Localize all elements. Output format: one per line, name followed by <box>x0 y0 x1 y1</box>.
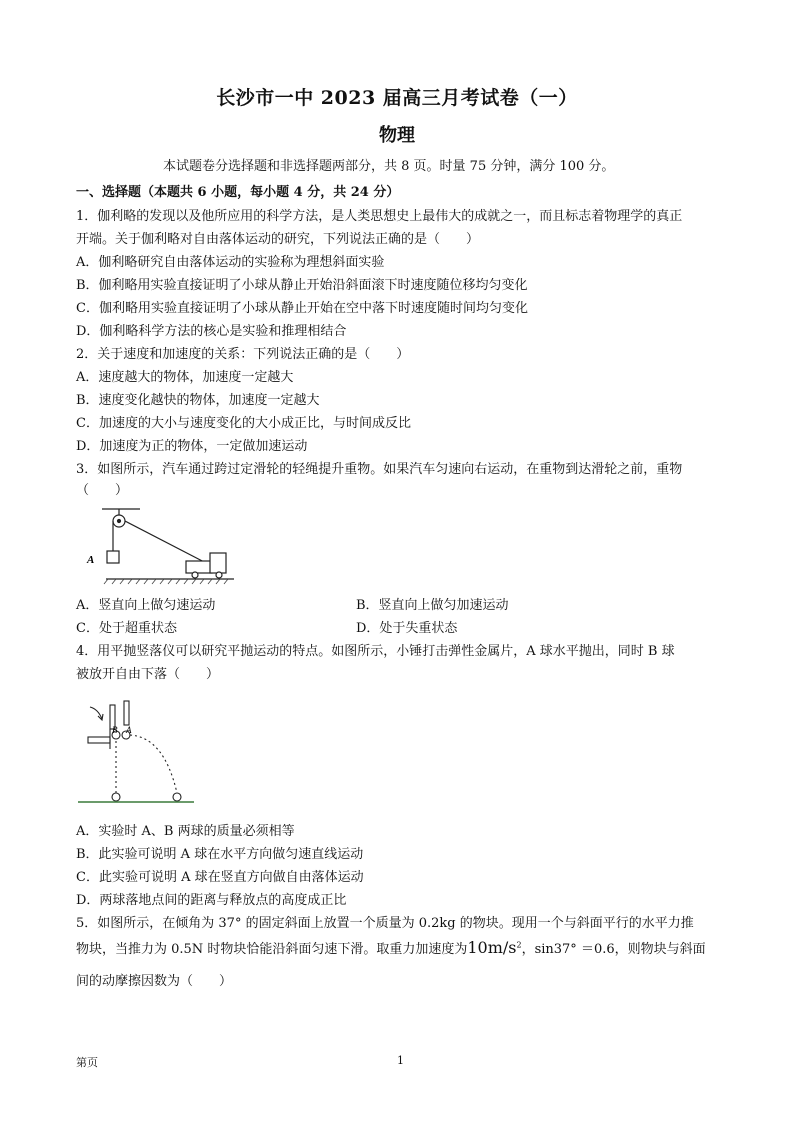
rope-slanted <box>125 521 210 565</box>
q4-option-b: B．此实验可说明 A 球在水平方向做匀速直线运动 <box>76 847 364 862</box>
q2-option-b: B．速度变化越快的物体，加速度一定越大 <box>76 393 320 408</box>
q2-stem: 2．关于速度和加速度的关系：下列说法正确的是（ ） <box>76 347 410 362</box>
truck-cab-icon <box>210 553 226 573</box>
q5-stem-line1: 5．如图所示，在倾角为 37° 的固定斜面上放置一个质量为 0.2kg 的物块。现用一个与斜面平行的水平力推 <box>76 916 694 931</box>
q3-option-a: A．竖直向上做匀速运动 <box>76 598 216 613</box>
q5-stem-line2-a: 物块，当推力为 0.5N 时物块恰能沿斜面匀速下滑。取重力加速度为 <box>76 942 468 957</box>
section-heading: 一、选择题（本题共 6 小题，每小题 4 分，共 24 分） <box>76 185 400 200</box>
subject-title: 物理 <box>379 125 415 146</box>
q1-stem-line2: 开端。关于伽利略对自由落体运动的研究，下列说法正确的是（ ） <box>76 232 480 247</box>
q2-option-a: A．速度越大的物体，加速度一定越大 <box>76 370 294 385</box>
truck-body-icon <box>186 561 212 573</box>
q1-option-d: D．伽利略科学方法的核心是实验和推理相结合 <box>76 324 347 339</box>
q2-option-d: D．加速度为正的物体，一定做加速运动 <box>76 439 308 454</box>
ball-b-landing-icon <box>112 793 120 801</box>
ball-a-path <box>130 735 177 793</box>
ball-a-landing-icon <box>173 793 181 801</box>
q5-exponent: 2 <box>516 940 522 950</box>
q3-stem-line2: （ ） <box>76 483 129 498</box>
q5-acceleration: 10m/s <box>467 938 517 957</box>
q2-option-c: C．加速度的大小与速度变化的大小成正比，与时间成反比 <box>76 416 411 431</box>
q3-option-d: D．处于失重状态 <box>356 621 458 636</box>
q5-stem-line3: 间的动摩擦因数为（ ） <box>76 974 233 989</box>
q1-option-b: B．伽利略用实验直接证明了小球从静止开始沿斜面滚下时速度随位移均匀变化 <box>76 278 528 293</box>
q4-option-d: D．两球落地点间的距离与释放点的高度成正比 <box>76 893 347 908</box>
footer-page-number: 1 <box>397 1054 404 1067</box>
base-bracket-icon <box>88 737 110 743</box>
q4-stem-line1: 4．用平抛竖落仪可以研究平抛运动的特点。如图所示，小锤打击弹性金属片，A 球水平抛出，同时 B 球 <box>76 644 675 659</box>
block-icon <box>107 551 119 563</box>
q5-stem-line2 <box>76 938 706 957</box>
figure-label-a: A <box>87 554 95 566</box>
figure-label-b: B <box>112 725 118 735</box>
hammer-arrow <box>90 707 102 719</box>
exam-intro: 本试题卷分选择题和非选择题两部分，共 8 页。时量 75 分钟，满分 100 分。 <box>163 159 615 174</box>
hammer-icon <box>124 701 129 725</box>
projectile-apparatus-figure <box>76 693 196 811</box>
q5-stem-line2-b: ，sin37° ＝0.6，则物块与斜面 <box>521 942 706 957</box>
truck-wheel-icon <box>192 572 198 578</box>
q1-option-a: A．伽利略研究自由落体运动的实验称为理想斜面实验 <box>76 255 385 270</box>
q1-stem-line1: 1．伽利略的发现以及他所应用的科学方法，是人类思想史上最伟大的成就之一，而且标志着物理学的真正 <box>76 209 683 224</box>
q1-option-c: C．伽利略用实验直接证明了小球从静止开始在空中落下时速度随时间均匀变化 <box>76 301 528 316</box>
footer-label: 第页 <box>76 1056 98 1069</box>
truck-wheel-icon <box>216 572 222 578</box>
pulley-truck-figure <box>82 503 242 585</box>
q4-stem-line2: 被放开自由下落（ ） <box>76 667 220 682</box>
exam-title: 长沙市一中 2023 届高三月考试卷（一） <box>216 87 578 109</box>
q4-option-a: A．实验时 A、B 两球的质量必须相等 <box>76 824 295 839</box>
q3-option-c: C．处于超重状态 <box>76 621 177 636</box>
figure-label-a: A <box>126 725 132 735</box>
q4-option-c: C．此实验可说明 A 球在竖直方向做自由落体运动 <box>76 870 364 885</box>
q3-option-b: B．竖直向上做匀加速运动 <box>356 598 509 613</box>
q3-stem-line1: 3．如图所示，汽车通过跨过定滑轮的轻绳提升重物。如果汽车匀速向右运动，在重物到达滑轮之前，重物 <box>76 462 683 477</box>
